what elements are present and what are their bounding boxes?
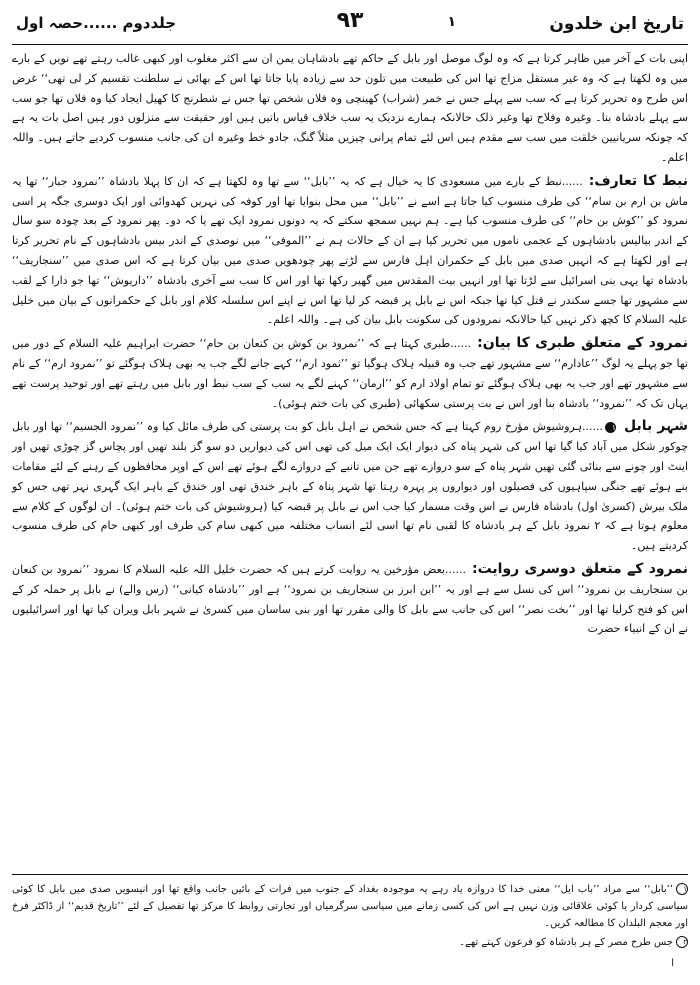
footnote-number-icon: ۱ (676, 883, 688, 895)
paragraph-text: اپنی بات کے آخر میں ظاہر کرتا ہے کہ وہ لوگ موصل اور بابل کے حاکم تھے بادشاہان یمن ان سے اکثر مغلوب اور کبھی غالب رہتے تھے نویں کے بارے میں وہ لکھتا ہے کہ وہ غیر مستقل مزاج تھا اس کی طبیعت میں تلون حد سے زیادہ پایا جاتا تھا اس کے بھائی نے سلطنت تقسیم کر لی تھی‘‘ غرض اس طرح وہ تحریر کرتا ہے کہ سب سے پہلے جس نے خمر (شراب) کھینچی وہ فلاں شخص تھا جس نے شطرنج کا کھیل ایجاد کیا وہ فلاں تھا جو سب سے پہلے بادشاہ بنا۔ وغیرہ وفلاح تھا وغیر ذلک حالانکہ ہمارے نزدیک یہ سب خلاف قیاس باتیں ہیں اور حقیقت سے منزلوں دور ہیں اصل بات یہ ہے کہ چونکہ سریانیین خلقت میں سب سے مقدم ہیں اس لئے تمام پرانی چیزیں مثلاً گنگ، جادو خط وغیرہ ان کی جانب منسوب کردیے جاتے ہیں۔ واللہ اعلم۔ (12, 52, 688, 164)
header-bullet: ۱ (447, 14, 456, 30)
footnote-text: جس طرح مصر کے ہر بادشاہ کو فرعون کہتے تھے۔ (459, 937, 673, 948)
section-intro (12, 49, 688, 168)
footnote-marker-icon: ۱ (605, 422, 616, 433)
page (12, 8, 688, 969)
footnote-text: ’’بابل‘‘ سے مراد ’’باب ایل‘‘ معنی خدا کا دروازہ یاد رہے یہ موجودہ بغداد کے جنوب میں فرات کے بائیں جانب واقع تھا اور انیسویں صدی میں بابل کا کوئی سیاسی کردار یا کوئی علاقائی وزن نہیں ہے اس کی کسی زمانے میں سیاسی سرگرمیاں اور تجارتی روابط کا مرکز تھا تفصیل کے لئے ’’تاریخ قدیم‘‘ از ڈاکٹر فرخ اور معجم البلدان کا مطالعہ کریں۔ (12, 884, 688, 929)
page-number: ۹۳ (336, 8, 364, 33)
paragraph (12, 334, 688, 413)
volume-label: جلددوم ......حصہ اول (16, 14, 177, 32)
section-heading: شہر بابل (624, 418, 688, 435)
footnote-2 (12, 934, 688, 951)
paragraph-text: ......نبط کے بارے میں مسعودی کا یہ خیال ہے کہ یہ ’’بابل‘‘ سے تھا وہ لکھتا ہے کہ ان کا پہلا بادشاہ ’’نمرود جبار‘‘ تھا یہ ماش بن ارم بن سام‘‘ کی طرف منسوب کیا جاتا ہے اسے نے ’’بابل‘‘ میں محل بنوایا تھا اور کوفہ کی نہریں کھدوائی اور ایک دوسری جگہ پر اسی نمرود کو ’’کوش بن حام‘‘ کی طرف منسوب کیا ہے۔ ہم نہیں سمجھ سکتے کہ یہ دونوں نمرود ایک تھے یا کہ دو۔ پھر نمرود کے بعد چودہ سو سال کے اندر بیالیس بادشاہوں کے عجمی ناموں میں تحریر کیا ہے ان کے حالات ہم نے ’’الموفی‘‘ میں نوصدی کے اندر بیس بادشاہوں کے نام تحریر کرتا ہے اور لکھتا ہے کہ انہیں صدی میں بابل کے حکمران اہل فارس سے لڑتے پھر چودھویں صدی میں بیان کرتا ہے کہ اس صدی میں ’’سنجاریف‘‘ بادشاہ تھا یہی بنی اسرائیل سے لڑتا تھا اور انہیں بیت المقدس میں گھیر رکھا تھا اور اس کا سب سے آخری بادشاہ ’’داریوش‘‘ تھا جو دارا کے لقب سے مشہور تھا جسے سکندر نے قتل کیا تھا جبکہ اس نے بابل پر قبضہ کر لیا تھا اس نے اپنے اس سلسلہ کلام اور بابل کے حکمرانوں کے بیان میں خلیل علیہ السلام کا کچھ ذکر نہیں کیا حالانکہ نمرودوں کی سکونت بابل بیان کی ہے۔ واللہ اعلم۔ (12, 174, 688, 327)
paragraph (12, 172, 688, 330)
section-babylon (12, 417, 688, 556)
section-heading: نمرود کے متعلق طبری کا بیان: (477, 335, 688, 352)
book-title: تاریخ ابن خلدون (549, 14, 684, 34)
paragraph (12, 417, 688, 556)
paragraph (12, 49, 688, 168)
paragraph-text: ......بعض مؤرخین یہ روایت کرتے ہیں کہ حضرت خلیل اللہ علیہ السلام کا نمرود ’’نمرود بن کنعان بن سنجاریف بن نمرود‘‘ اس کی نسل سے ہے اور یہ ’’ابن ابرز بن سنجاریف بن نمرود‘‘ ہے اور ’’بادشاہ کیانی‘‘ (رس والے) نے بابل پر حملہ کر کے اس کو فتح کرلیا تھا اور ’’بخت نصر‘‘ اس کی جانب سے بابل کا والی مقرر تھا اور بنی ساسان میں کسریٰ نے شہر بابل ویران کیا تھا اور اسرائیلیوں نے ان کے انبیاء حضرت (12, 562, 688, 636)
footnote-1 (12, 881, 688, 932)
section-heading: نمرود کے متعلق دوسری روایت: (471, 560, 688, 577)
section-tabari (12, 334, 688, 413)
bottom-mark: ا (671, 958, 674, 969)
paragraph (12, 560, 688, 639)
running-head (12, 8, 688, 45)
section-heading: نبط کا تعارف: (588, 172, 688, 189)
section-second-narration (12, 560, 688, 639)
section-nabat (12, 172, 688, 330)
paragraph-text: ......ہروشیوش مؤرخ روم کہتا ہے کہ جس شخص نے اہل بابل کو بت پرستی کی طرف مائل کیا وہ ’’نمرود الجسیم‘‘ تھا اور بابل چوکور شکل میں آباد کیا گیا تھا اس کی شہر پناہ کی دیوار ایک ایک میل کی تھی اس کی دیواریں دو سو گز بلند تھیں اور پچاس گز چوڑی تھیں اور اینٹ اور چونے سے بنائی گئی تھیں شہر پناہ کے سو دروازے تھے جن میں تانبے کے دروازے لگے ہوئے تھے اس کے اوپر محافظوں کے رہنے کے لئے مقامات بنے ہوئے تھے جنگی سپاہیوں کی فصیلوں اور دیواروں پر پہرہ رہتا تھا شہر پناہ کے باہر خندق تھی اور خندق کے باہر ایک گہری نہر تھی جس کو ملک بیرش (کسریٰ اول) بادشاہ فارس نے اس وقت مسمار کیا جب اس نے بابل پر قبضہ کیا (ہروشیوش کی بات ختم ہوئی)۔ ان لوگوں کے کلام سے معلوم ہوتا ہے کہ ۲ نمرود بابل کے ہر بادشاہ کا لقبی نام تھا اسی لئے انساب مختلفہ میں کبھی سام کی طرف اور کبھی حام کی طرف منسوب کردیتے ہیں۔ (12, 420, 688, 553)
main-text (12, 45, 688, 639)
footnote-number-icon: ۲ (676, 936, 688, 948)
paragraph-text: ......طبری کہتا ہے کہ ’’نمرود بن کوش بن کنعان بن حام‘‘ حضرت ابراہیم علیہ السلام کے دور میں تھا جو پہلے یہ لوگ ’’عادارم‘‘ سے مشہور تھے جب وہ قبیلہ ہلاک ہوگیا تو ’’ثمود ارم‘‘ کہے جانے لگے جب یہ بھی ہلاک ہوگئے تو ’’نمرود ارم‘‘ کے نام سے مشہور تھے اور جب یہ بھی ہلاک ہوگئے تو تمام اولاد ارم کو ’’ارمان‘‘ کہنے لگے یہ سب کے سب نبط اور بابل میں رہتے تھے اور توحید پرست تھے یہاں تک کہ ’’نمرود‘‘ بادشاہ بنا اور اس نے بت پرستی سکھائی (طبری کی بات ختم ہوئی)۔ (12, 337, 688, 410)
footnotes (12, 874, 688, 953)
